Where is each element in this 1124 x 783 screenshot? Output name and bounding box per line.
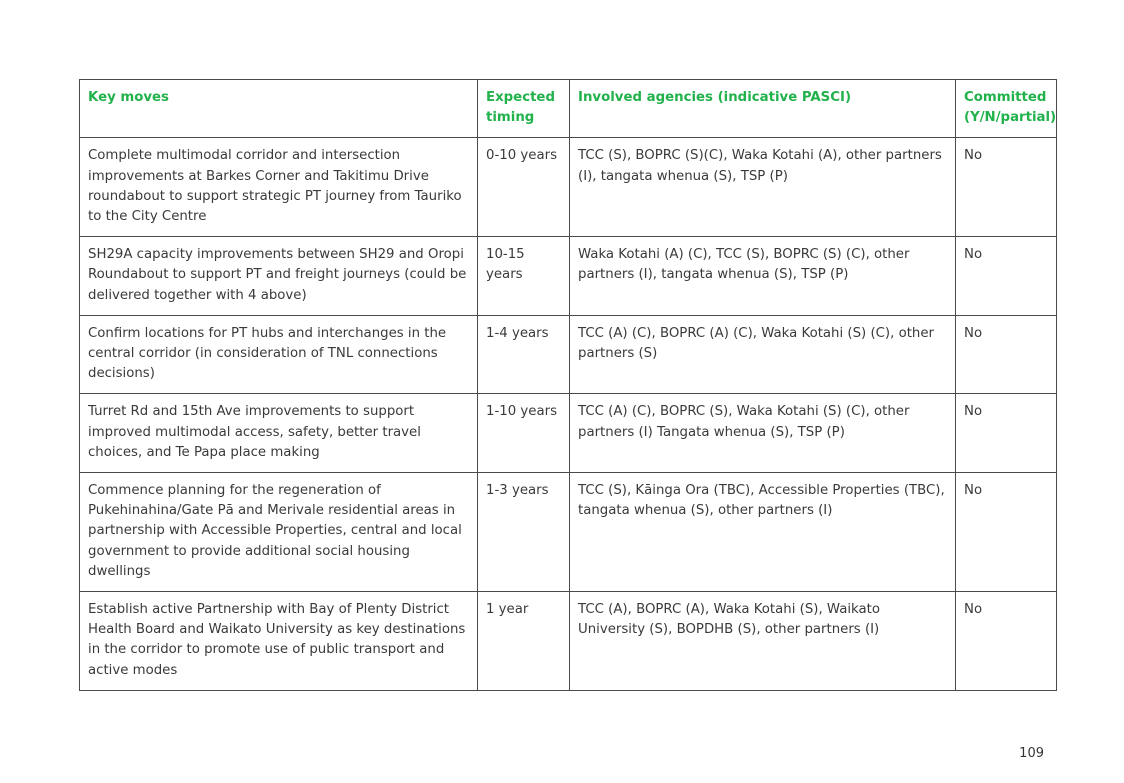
cell-key-move: Commence planning for the regeneration of Pukehinahina/Gate Pā and Merivale residential areas in partnership with Accessible Properties, central and local government to provide additional social housing dwellings [80,473,478,592]
page-number: 109 [1019,746,1044,761]
table-row [80,394,1057,473]
cell-timing: 1-10 years [478,394,570,473]
table-row [80,237,1057,316]
cell-key-move: Complete multimodal corridor and intersection improvements at Barkes Corner and Takitimu Drive roundabout to support strategic PT journey from Tauriko to the City Centre [80,138,478,237]
cell-committed: No [956,394,1057,473]
cell-committed: No [956,315,1057,394]
cell-timing: 1-4 years [478,315,570,394]
cell-committed: No [956,592,1057,691]
header-expected-timing: Expected timing [478,80,570,138]
header-involved-agencies: Involved agencies (indicative PASCI) [570,80,956,138]
cell-agencies: TCC (A) (C), BOPRC (S), Waka Kotahi (S) (C), other partners (I) Tangata whenua (S), TSP (P) [570,394,956,473]
cell-agencies: TCC (A) (C), BOPRC (A) (C), Waka Kotahi (S) (C), other partners (S) [570,315,956,394]
key-moves-table [79,79,1057,691]
header-committed: Committed (Y/N/partial) [956,80,1057,138]
cell-timing: 1-3 years [478,473,570,592]
cell-committed: No [956,237,1057,316]
table-row [80,138,1057,237]
cell-key-move: SH29A capacity improvements between SH29 and Oropi Roundabout to support PT and freight journeys (could be delivered together with 4 above) [80,237,478,316]
cell-timing: 10-15 years [478,237,570,316]
table-header-row [80,80,1057,138]
table-row [80,592,1057,691]
table-row [80,473,1057,592]
cell-timing: 0-10 years [478,138,570,237]
cell-key-move: Establish active Partnership with Bay of Plenty District Health Board and Waikato University as key destinations in the corridor to promote use of public transport and active modes [80,592,478,691]
cell-agencies: Waka Kotahi (A) (C), TCC (S), BOPRC (S) (C), other partners (I), tangata whenua (S), TSP (P) [570,237,956,316]
cell-committed: No [956,138,1057,237]
cell-committed: No [956,473,1057,592]
cell-agencies: TCC (S), BOPRC (S)(C), Waka Kotahi (A), other partners (I), tangata whenua (S), TSP (P) [570,138,956,237]
cell-timing: 1 year [478,592,570,691]
cell-agencies: TCC (S), Kāinga Ora (TBC), Accessible Properties (TBC), tangata whenua (S), other partners (I) [570,473,956,592]
header-key-moves: Key moves [80,80,478,138]
table-row [80,315,1057,394]
cell-key-move: Turret Rd and 15th Ave improvements to support improved multimodal access, safety, better travel choices, and Te Papa place making [80,394,478,473]
cell-key-move: Confirm locations for PT hubs and interchanges in the central corridor (in consideration of TNL connections decisions) [80,315,478,394]
cell-agencies: TCC (A), BOPRC (A), Waka Kotahi (S), Waikato University (S), BOPDHB (S), other partners (I) [570,592,956,691]
